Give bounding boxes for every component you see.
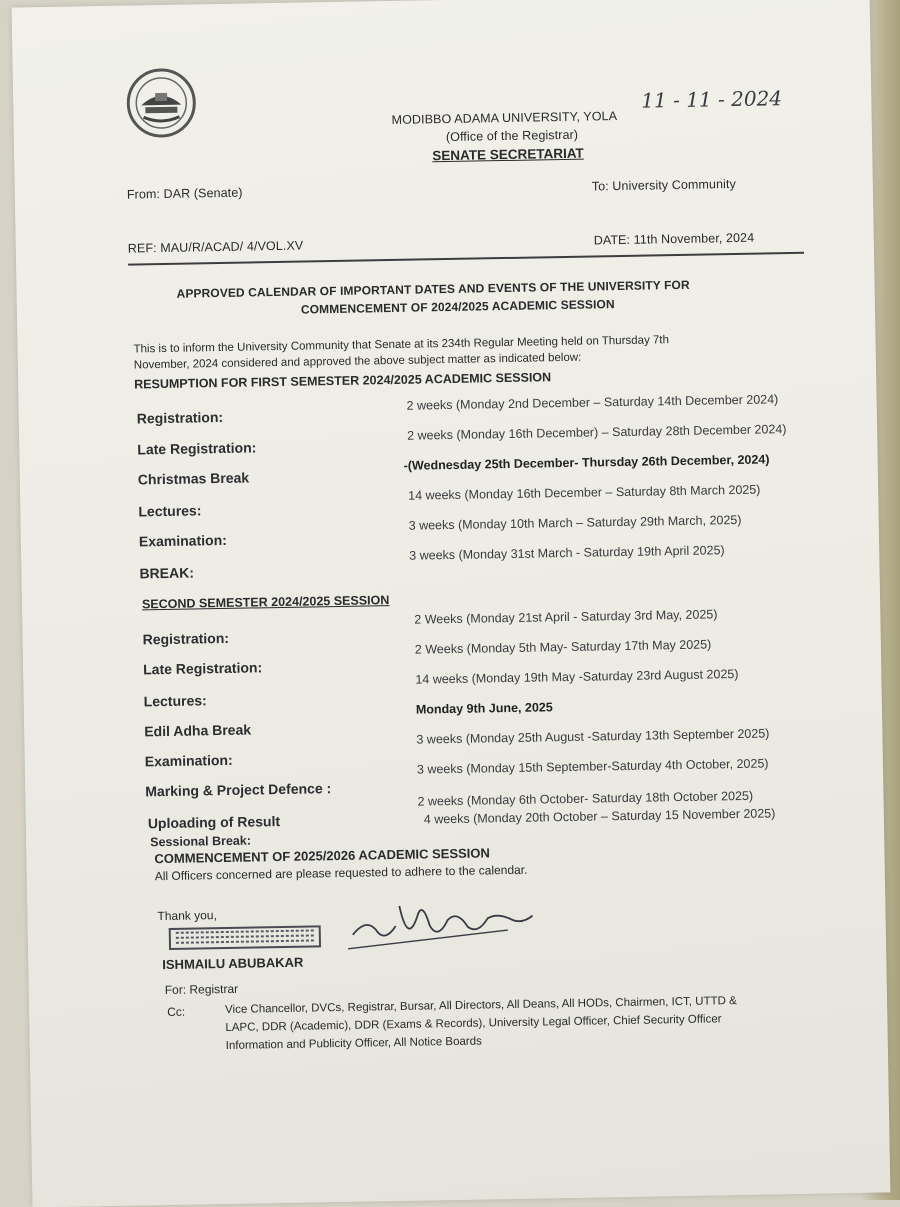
row-label: Christmas Break bbox=[137, 469, 250, 488]
cc-line3: Information and Publicity Officer, All Notice Boards bbox=[225, 1035, 482, 1052]
row-label: Late Registration: bbox=[143, 659, 263, 678]
first-semester-heading: RESUMPTION FOR FIRST SEMESTER 2024/2025 ACADEMIC SESSION bbox=[134, 370, 552, 392]
row-value: 14 weeks (Monday 16th December – Saturday 8th March 2025) bbox=[408, 482, 761, 503]
thanks-line: Thank you, bbox=[157, 908, 217, 924]
intro-line1: This is to inform the University Community that Senate at its 234th Regular Meeting held on Thursday 7th bbox=[133, 334, 670, 356]
section-name: SENATE SECRETARIAT bbox=[432, 145, 584, 164]
memo-ref: REF: MAU/R/ACAD/ 4/VOL.XV bbox=[127, 238, 304, 256]
row-value: 2 weeks (Monday 6th October- Saturday 18th October 2025) bbox=[417, 788, 754, 809]
row-value: 2 Weeks (Monday 5th May- Saturday 17th May 2025) bbox=[414, 637, 712, 657]
university-crest-icon bbox=[125, 66, 198, 139]
row-value: 3 weeks (Monday 15th September-Saturday 4th October, 2025) bbox=[416, 756, 769, 777]
memo-date: DATE: 11th November, 2024 bbox=[593, 230, 755, 248]
memo-document bbox=[12, 0, 891, 1207]
document-title-line1: APPROVED CALENDAR OF IMPORTANT DATES AND EVENTS OF THE UNIVERSITY FOR bbox=[176, 277, 690, 301]
university-name: MODIBBO ADAMA UNIVERSITY, YOLA bbox=[391, 109, 618, 127]
signatory-name: ISHMAILU ABUBAKAR bbox=[162, 954, 304, 973]
row-label: Edil Adha Break bbox=[144, 721, 252, 740]
row-value: 14 weeks (Monday 19th May -Saturday 23rd August 2025) bbox=[415, 666, 739, 687]
cc-line2: LAPC, DDR (Academic), DDR (Exams & Records), University Legal Officer, Chief Security Officer bbox=[225, 1013, 722, 1035]
second-semester-heading: SECOND SEMESTER 2024/2025 SESSION bbox=[141, 593, 390, 612]
handwritten-date: 11 - 11 - 2024 bbox=[641, 86, 783, 113]
signature-icon bbox=[347, 883, 548, 956]
row-label: Examination: bbox=[138, 531, 227, 550]
cc-label: Cc: bbox=[167, 1004, 186, 1020]
row-value: 2 weeks (Monday 16th December) – Saturday 28th December 2024) bbox=[407, 422, 787, 443]
row-value: 2 weeks (Monday 2nd December – Saturday 14th December 2024) bbox=[406, 392, 779, 413]
row-value: 3 weeks (Monday 31st March - Saturday 19th April 2025) bbox=[409, 543, 725, 563]
memo-from: From: DAR (Senate) bbox=[126, 185, 243, 202]
row-label: Late Registration: bbox=[137, 439, 257, 458]
row-value: 2 Weeks (Monday 21st April - Saturday 3rd May, 2025) bbox=[414, 607, 718, 627]
row-value: 4 weeks (Monday 20th October – Saturday 15 November 2025) bbox=[423, 806, 776, 827]
row-label: Registration: bbox=[142, 629, 230, 648]
row-value: 3 weeks (Monday 25th August -Saturday 13th September 2025) bbox=[416, 726, 770, 747]
cc-line1: Vice Chancellor, DVCs, Registrar, Bursar, All Directors, All Deans, All HODs, Chairmen, ICT, UTTD & bbox=[225, 995, 737, 1017]
office-name: (Office of the Registrar) bbox=[445, 127, 579, 145]
header-divider bbox=[128, 252, 804, 266]
official-stamp-icon bbox=[168, 922, 328, 953]
row-label: Uploading of Result bbox=[147, 813, 281, 832]
row-value: -(Wednesday 25th December- Thursday 26th December, 2024) bbox=[403, 452, 770, 473]
row-label: Sessional Break: bbox=[150, 833, 252, 850]
memo-to: To: University Community bbox=[591, 176, 737, 194]
commencement-heading: COMMENCEMENT OF 2025/2026 ACADEMIC SESSION bbox=[154, 845, 490, 867]
document-title-line2: COMMENCEMENT OF 2024/2025 ACADEMIC SESSION bbox=[300, 297, 615, 317]
signatory-for: For: Registrar bbox=[164, 981, 239, 998]
row-value: Monday 9th June, 2025 bbox=[415, 700, 553, 717]
row-label: Marking & Project Defence : bbox=[145, 780, 332, 800]
row-label: Examination: bbox=[144, 751, 233, 770]
row-label: Lectures: bbox=[138, 502, 202, 520]
closing-note: All Officers concerned are please requested to adhere to the calendar. bbox=[154, 862, 528, 884]
row-value: 3 weeks (Monday 10th March – Saturday 29th March, 2025) bbox=[408, 512, 742, 533]
intro-line2: November, 2024 considered and approved the above subject matter as indicated below: bbox=[133, 351, 582, 372]
row-label: BREAK: bbox=[139, 564, 195, 582]
row-label: Lectures: bbox=[143, 692, 207, 710]
row-label: Registration: bbox=[136, 408, 224, 427]
